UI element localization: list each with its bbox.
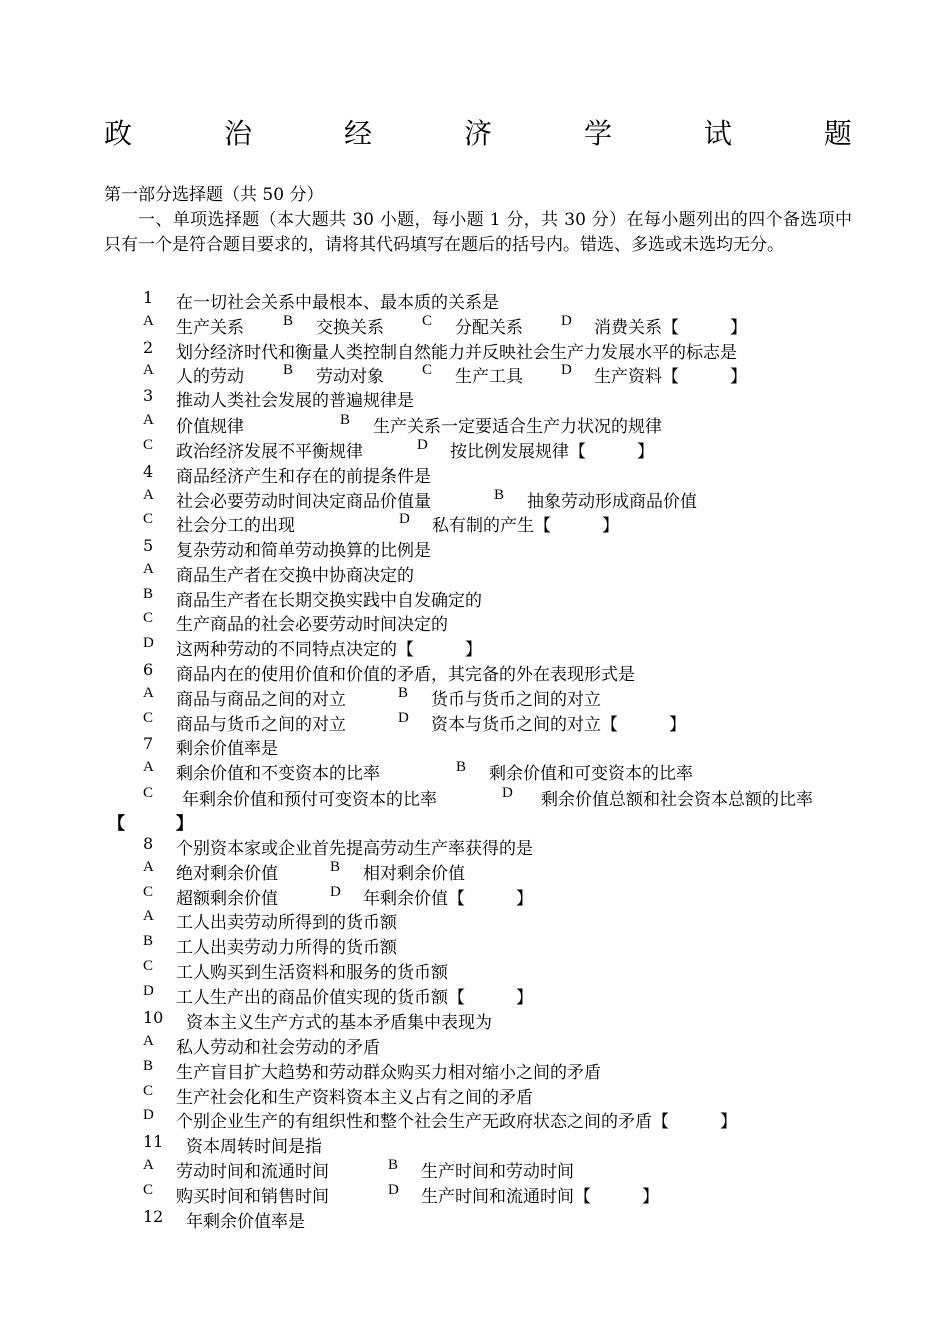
option-letter-d: D bbox=[330, 884, 341, 900]
question-number: 2 bbox=[143, 338, 154, 357]
question-text: 资本周转时间是指 bbox=[186, 1137, 322, 1157]
option-letter-c: C bbox=[143, 437, 154, 453]
question-text: 复杂劳动和简单劳动换算的比例是 bbox=[176, 541, 431, 561]
option-b: 生产盲目扩大趋势和劳动群众购买力相对缩小之间的矛盾 bbox=[176, 1063, 601, 1083]
option-d: 资本与货币之间的对立【 】 bbox=[431, 715, 686, 735]
question-text: 资本主义生产方式的基本矛盾集中表现为 bbox=[186, 1013, 492, 1033]
option-letter-d: D bbox=[399, 511, 410, 527]
option-b: 商品生产者在长期交换实践中自发确定的 bbox=[176, 591, 482, 611]
question-number: 6 bbox=[143, 660, 154, 679]
option-a: 商品与商品之间的对立 bbox=[176, 690, 346, 710]
question-text: 划分经济时代和衡量人类控制自然能力并反映社会生产力发展水平的标志是 bbox=[176, 343, 737, 363]
option-d: 消费关系【 】 bbox=[594, 318, 747, 338]
option-letter-d: D bbox=[143, 983, 154, 999]
option-letter-c: C bbox=[422, 362, 433, 378]
option-letter-b: B bbox=[143, 586, 154, 602]
option-letter-c: C bbox=[143, 710, 154, 726]
option-c: 政治经济发展不平衡规律 bbox=[176, 442, 363, 462]
option-c: 商品与货币之间的对立 bbox=[176, 715, 346, 735]
option-letter-c: C bbox=[143, 511, 154, 527]
option-letter-c: C bbox=[422, 313, 433, 329]
question-number: 5 bbox=[143, 536, 154, 555]
option-a: 社会必要劳动时间决定商品价值量 bbox=[176, 492, 431, 512]
option-c: 年剩余价值和预付可变资本的比率 bbox=[182, 790, 437, 810]
title-char: 政 bbox=[104, 117, 133, 150]
title-char: 试 bbox=[703, 117, 732, 150]
option-letter-c: C bbox=[143, 1083, 154, 1099]
option-d: 生产资料【 】 bbox=[594, 367, 747, 387]
option-letter-c: C bbox=[143, 884, 154, 900]
option-b: 劳动对象 bbox=[316, 367, 384, 387]
question-text: 商品经济产生和存在的前提条件是 bbox=[176, 467, 431, 487]
option-a: 绝对剩余价值 bbox=[176, 864, 278, 884]
option-a: 商品生产者在交换中协商决定的 bbox=[176, 566, 414, 586]
option-letter-a: A bbox=[143, 412, 154, 428]
option-letter-a: A bbox=[143, 1033, 154, 1049]
option-b: 相对剩余价值 bbox=[363, 864, 465, 884]
option-letter-c: C bbox=[143, 1182, 154, 1198]
option-b: 工人出卖劳动力所得的货币额 bbox=[176, 938, 397, 958]
option-letter-c: C bbox=[143, 785, 154, 801]
question-text: 剩余价值率是 bbox=[176, 739, 278, 759]
option-letter-d: D bbox=[143, 635, 154, 651]
option-letter-b: B bbox=[330, 859, 341, 875]
option-letter-b: B bbox=[388, 1157, 399, 1173]
question-number: 10 bbox=[143, 1008, 164, 1027]
option-c: 社会分工的出现 bbox=[176, 516, 295, 536]
option-b: 生产关系一定要适合生产力状况的规律 bbox=[373, 417, 662, 437]
option-letter-a: A bbox=[143, 561, 154, 577]
question-number: 11 bbox=[143, 1132, 164, 1151]
document-title bbox=[104, 112, 852, 152]
option-letter-d: D bbox=[398, 710, 409, 726]
option-letter-b: B bbox=[283, 313, 294, 329]
question-number: 4 bbox=[143, 462, 154, 481]
option-c: 超额剩余价值 bbox=[176, 889, 278, 909]
option-c: 生产社会化和生产资料资本主义占有之间的矛盾 bbox=[176, 1088, 533, 1108]
option-letter-d: D bbox=[417, 437, 428, 453]
option-c: 购买时间和销售时间 bbox=[176, 1187, 329, 1207]
option-d: 工人生产出的商品价值实现的货币额【 】 bbox=[176, 988, 533, 1008]
option-letter-a: A bbox=[143, 487, 154, 503]
option-letter-b: B bbox=[143, 933, 154, 949]
option-letter-d: D bbox=[388, 1182, 399, 1198]
option-letter-a: A bbox=[143, 685, 154, 701]
option-b: 剩余价值和可变资本的比率 bbox=[489, 764, 693, 784]
option-c: 工人购买到生活资料和服务的货币额 bbox=[176, 963, 448, 983]
option-a: 剩余价值和不变资本的比率 bbox=[176, 764, 380, 784]
question-text: 推动人类社会发展的普遍规律是 bbox=[176, 391, 414, 411]
option-letter-d: D bbox=[561, 362, 572, 378]
option-a: 劳动时间和流通时间 bbox=[176, 1162, 329, 1182]
question-number: 7 bbox=[143, 734, 154, 753]
answer-bracket: 【 】 bbox=[108, 814, 193, 834]
option-letter-a: A bbox=[143, 908, 154, 924]
option-c: 生产商品的社会必要劳动时间决定的 bbox=[176, 615, 448, 635]
title-char: 学 bbox=[583, 117, 612, 150]
option-a: 工人出卖劳动所得到的货币额 bbox=[176, 913, 397, 933]
option-c: 分配关系 bbox=[455, 318, 523, 338]
option-letter-d: D bbox=[143, 1107, 154, 1123]
option-d: 私有制的产生【 】 bbox=[432, 516, 619, 536]
option-a: 人的劳动 bbox=[176, 367, 244, 387]
option-d: 剩余价值总额和社会资本总额的比率 bbox=[541, 790, 813, 810]
option-d: 年剩余价值【 】 bbox=[363, 889, 533, 909]
section-heading: 第一部分选择题（共 50 分） bbox=[104, 185, 324, 205]
question-text: 年剩余价值率是 bbox=[186, 1212, 305, 1232]
option-letter-d: D bbox=[502, 785, 513, 801]
option-b: 生产时间和劳动时间 bbox=[421, 1162, 574, 1182]
option-d: 个别企业生产的有组织性和整个社会生产无政府状态之间的矛盾【 】 bbox=[176, 1112, 737, 1132]
option-letter-b: B bbox=[398, 685, 409, 701]
title-char: 济 bbox=[463, 117, 492, 150]
option-letter-b: B bbox=[456, 759, 467, 775]
option-a: 生产关系 bbox=[176, 318, 244, 338]
option-letter-b: B bbox=[494, 487, 505, 503]
question-text: 个别资本家或企业首先提高劳动生产率获得的是 bbox=[176, 839, 533, 859]
option-letter-d: D bbox=[561, 313, 572, 329]
question-text: 在一切社会关系中最根本、最本质的关系是 bbox=[176, 293, 499, 313]
option-a: 价值规律 bbox=[176, 417, 244, 437]
option-letter-a: A bbox=[143, 1157, 154, 1173]
option-d: 这两种劳动的不同特点决定的【 】 bbox=[176, 640, 482, 660]
option-letter-a: A bbox=[143, 859, 154, 875]
question-number: 3 bbox=[143, 386, 154, 405]
option-letter-a: A bbox=[143, 759, 154, 775]
question-number: 12 bbox=[143, 1207, 164, 1226]
option-letter-b: B bbox=[143, 1058, 154, 1074]
option-letter-b: B bbox=[340, 412, 351, 428]
option-b: 交换关系 bbox=[316, 318, 384, 338]
option-d: 生产时间和流通时间【 】 bbox=[421, 1187, 659, 1207]
option-d: 按比例发展规律【 】 bbox=[450, 442, 654, 462]
instructions: 一、单项选择题（本大题共 30 小题，每小题 1 分，共 30 分）在每小题列出的四个备选项中只有一个是符合题目要求的，请将其代码填写在题后的括号内。错选、多选或未选均无分。 bbox=[104, 210, 852, 255]
option-letter-a: A bbox=[143, 313, 154, 329]
option-letter-a: A bbox=[143, 362, 154, 378]
title-char: 题 bbox=[823, 117, 852, 150]
title-char: 经 bbox=[343, 117, 372, 150]
option-c: 生产工具 bbox=[455, 367, 523, 387]
option-a: 私人劳动和社会劳动的矛盾 bbox=[176, 1038, 380, 1058]
question-text: 商品内在的使用价值和价值的矛盾，其完备的外在表现形式是 bbox=[176, 665, 635, 685]
option-b: 货币与货币之间的对立 bbox=[431, 690, 601, 710]
question-number: 1 bbox=[143, 288, 154, 307]
question-number: 8 bbox=[143, 834, 154, 853]
title-char: 治 bbox=[223, 117, 252, 150]
option-b: 抽象劳动形成商品价值 bbox=[527, 492, 697, 512]
option-letter-b: B bbox=[283, 362, 294, 378]
option-letter-c: C bbox=[143, 958, 154, 974]
option-letter-c: C bbox=[143, 610, 154, 626]
